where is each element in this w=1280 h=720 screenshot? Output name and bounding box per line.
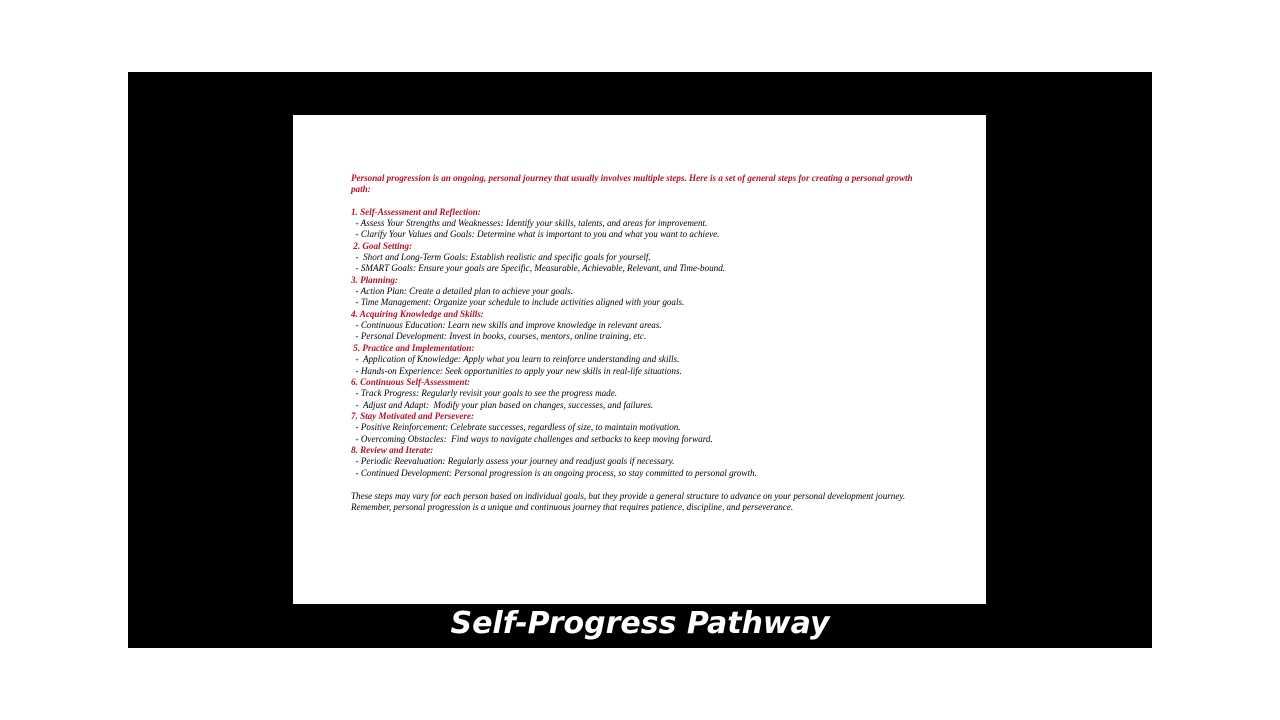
caption-title: Self-Progress Pathway	[450, 606, 830, 641]
section-title: 1. Self-Assessment and Reflection:	[351, 206, 481, 217]
section-title: 2. Goal Setting:	[351, 240, 413, 251]
section-item: - Continued Development: Personal progression is an ongoing process, so stay committed to personal growth.	[351, 467, 757, 478]
section-6	[351, 377, 931, 411]
section-7	[351, 411, 931, 445]
intro-paragraph: Personal progression is an ongoing, personal journey that usually involves multiple steps. Here is a set of general steps for creating a personal growth path:	[351, 173, 913, 195]
section-5	[351, 343, 931, 377]
document-content	[351, 173, 931, 514]
section-2	[351, 241, 931, 275]
section-item: - Assess Your Strengths and Weaknesses: Identify your skills, talents, and areas for improvement.	[351, 218, 708, 229]
video-frame	[128, 72, 1152, 648]
section-item: - Clarify Your Values and Goals: Determine what is important to you and what you want to achieve.	[351, 229, 720, 240]
section-title: 3. Planning:	[351, 274, 398, 285]
section-item: - Periodic Reevaluation: Regularly assess your journey and readjust goals if necessary.	[351, 456, 675, 467]
document-page	[293, 115, 986, 604]
section-item: - SMART Goals: Ensure your goals are Specific, Measurable, Achievable, Relevant, and Time-bound.	[351, 263, 726, 274]
section-item: - Application of Knowledge: Apply what you learn to reinforce understanding and skills.	[351, 354, 680, 365]
section-title: 4. Acquiring Knowledge and Skills:	[351, 308, 484, 319]
section-item: - Action Plan: Create a detailed plan to achieve your goals.	[351, 286, 573, 297]
section-item: - Adjust and Adapt: Modify your plan based on changes, successes, and failures.	[351, 399, 654, 410]
section-4	[351, 309, 931, 343]
section-title: 7. Stay Motivated and Persevere:	[351, 410, 474, 421]
section-title: 8. Review and Iterate:	[351, 444, 434, 455]
section-item: - Personal Development: Invest in books, courses, mentors, online training, etc.	[351, 331, 647, 342]
section-item: - Hands-on Experience: Seek opportunities to apply your new skills in real-life situations.	[351, 365, 682, 376]
section-item: - Positive Reinforcement: Celebrate successes, regardless of size, to maintain motivation.	[351, 422, 681, 433]
section-title: 6. Continuous Self-Assessment:	[351, 376, 471, 387]
section-item: - Continuous Education: Learn new skills and improve knowledge in relevant areas.	[351, 320, 662, 331]
section-title: 5. Practice and Implementation:	[351, 342, 475, 353]
outro-paragraph: These steps may vary for each person based on individual goals, but they provide a general structure to advance on your personal development journey. Remember, personal progression is a unique and continuous journey that requires patience, discipline, and perseverance.	[351, 490, 906, 513]
section-item: - Short and Long-Term Goals: Establish realistic and specific goals for yourself.	[351, 252, 651, 263]
section-item: - Time Management: Organize your schedule to include activities aligned with your goals.	[351, 297, 685, 308]
section-8	[351, 445, 931, 479]
section-3	[351, 275, 931, 309]
section-item: - Track Progress: Regularly revisit your goals to see the progress made.	[351, 388, 618, 399]
section-1	[351, 207, 931, 241]
section-item: - Overcoming Obstacles: Find ways to navigate challenges and setbacks to keep moving forward.	[351, 433, 713, 444]
